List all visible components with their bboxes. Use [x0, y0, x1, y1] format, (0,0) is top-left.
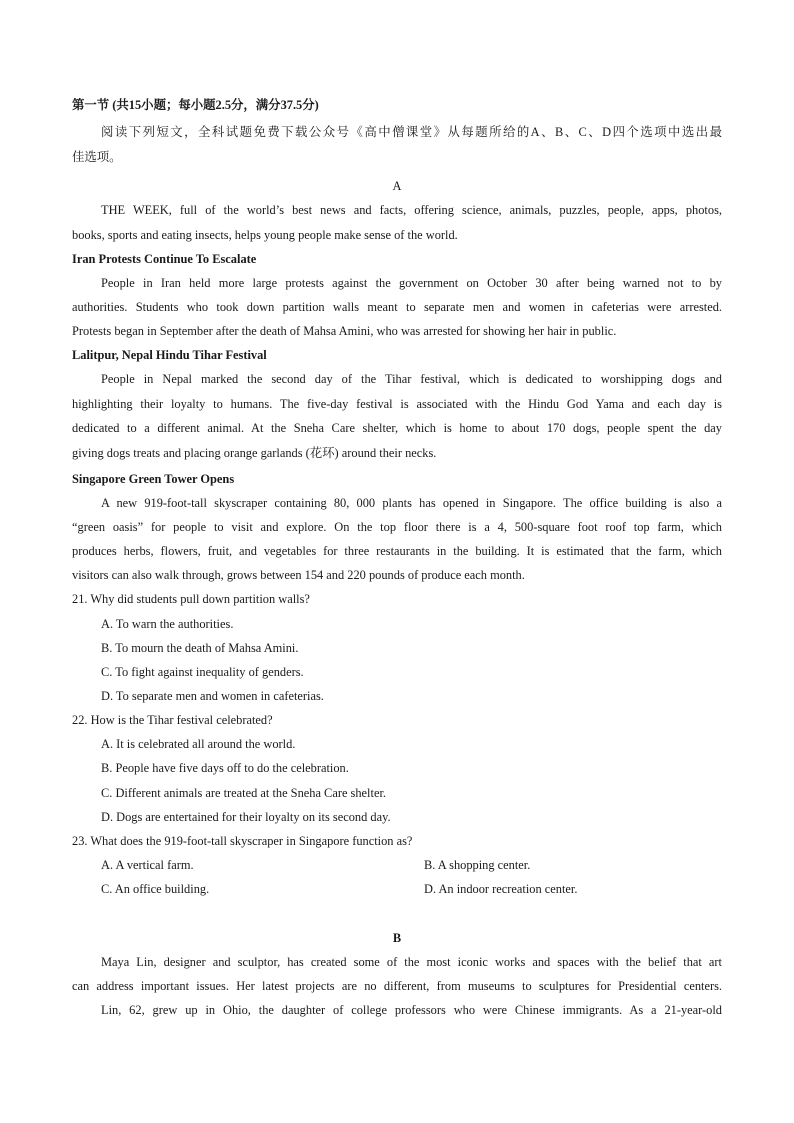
story-line: highlighting their loyalty to humans. The five-day festival is associated with the Hindu God Yama and each day is — [72, 397, 722, 411]
instructions-line-1: 阅读下列短文，全科试题免费下载公众号《高中僧课堂》从每题所给的A、B、C、D四个选项中选出最 — [101, 125, 722, 139]
answer-option: C. To fight against inequality of genders. — [101, 665, 304, 679]
story-line: A new 919-foot-tall skyscraper containing 80, 000 plants has opened in Singapore. The office building is also a — [101, 496, 722, 510]
question-stem: 23. What does the 919-foot-tall skyscraper in Singapore function as? — [72, 834, 413, 848]
answer-option: B. A shopping center. — [424, 858, 531, 872]
story-line: giving dogs treats and placing orange garlands (花环) around their necks. — [72, 446, 437, 460]
story-line: “green oasis” for people to visit and explore. On the top floor there is a 4, 500-square foot roof top farm, which — [72, 520, 722, 534]
story-line: People in Nepal marked the second day of the Tihar festival, which is dedicated to worshipping dogs and — [101, 372, 722, 386]
passage-b-line: Maya Lin, designer and sculptor, has created some of the most iconic works and spaces with the belief that art — [101, 955, 722, 969]
story-heading: Singapore Green Tower Opens — [72, 472, 235, 486]
story-line: visitors can also walk through, grows between 154 and 220 pounds of produce each month. — [72, 568, 525, 582]
answer-option: C. Different animals are treated at the Sneha Care shelter. — [101, 786, 386, 800]
answer-option: A. It is celebrated all around the world. — [101, 737, 296, 751]
passage-b-line: Lin, 62, grew up in Ohio, the daughter of college professors who were Chinese immigrants. As a 21-year-old — [101, 1003, 722, 1017]
passage-a-intro-line: books, sports and eating insects, helps young people make sense of the world. — [72, 228, 458, 242]
passage-a-intro-line: THE WEEK, full of the world’s best news and facts, offering science, animals, puzzles, people, apps, photos, — [101, 203, 722, 217]
story-line: dedicated to a different animal. At the Sneha Care shelter, which is home to about 170 dogs, people spent the day — [72, 421, 722, 435]
question-stem: 22. How is the Tihar festival celebrated? — [72, 713, 273, 727]
answer-option: B. People have five days off to do the celebration. — [101, 761, 349, 775]
story-line: produces herbs, flowers, fruit, and vegetables for three restaurants in the building. It is estimated that the farm, which — [72, 544, 722, 558]
story-heading: Lalitpur, Nepal Hindu Tihar Festival — [72, 348, 267, 362]
answer-option: D. To separate men and women in cafeterias. — [101, 689, 324, 703]
answer-option: C. An office building. — [101, 882, 210, 896]
story-line: People in Iran held more large protests against the government on October 30 after being warned not to by — [101, 276, 722, 290]
story-heading: Iran Protests Continue To Escalate — [72, 252, 257, 266]
answer-option: A. To warn the authorities. — [101, 617, 234, 631]
story-line: Protests began in September after the death of Mahsa Amini, who was arrested for showing her hair in public. — [72, 324, 617, 338]
story-line: authorities. Students who took down partition walls meant to separate men and women in cafeterias were arrested. — [72, 300, 722, 314]
section-header: 第一节 (共15小题；每小题2.5分，满分37.5分) — [72, 98, 319, 112]
answer-option: D. An indoor recreation center. — [424, 882, 578, 896]
answer-option: B. To mourn the death of Mahsa Amini. — [101, 641, 299, 655]
passage-a-label: A — [392, 179, 402, 193]
passage-b-label: B — [392, 931, 402, 945]
question-stem: 21. Why did students pull down partition walls? — [72, 592, 310, 606]
instructions-line-2: 佳选项。 — [72, 150, 122, 164]
answer-option: A. A vertical farm. — [101, 858, 194, 872]
answer-option: D. Dogs are entertained for their loyalty on its second day. — [101, 810, 391, 824]
passage-b-line: can address important issues. Her latest projects are no different, from museums to sculptures for Presidential centers. — [72, 979, 722, 993]
